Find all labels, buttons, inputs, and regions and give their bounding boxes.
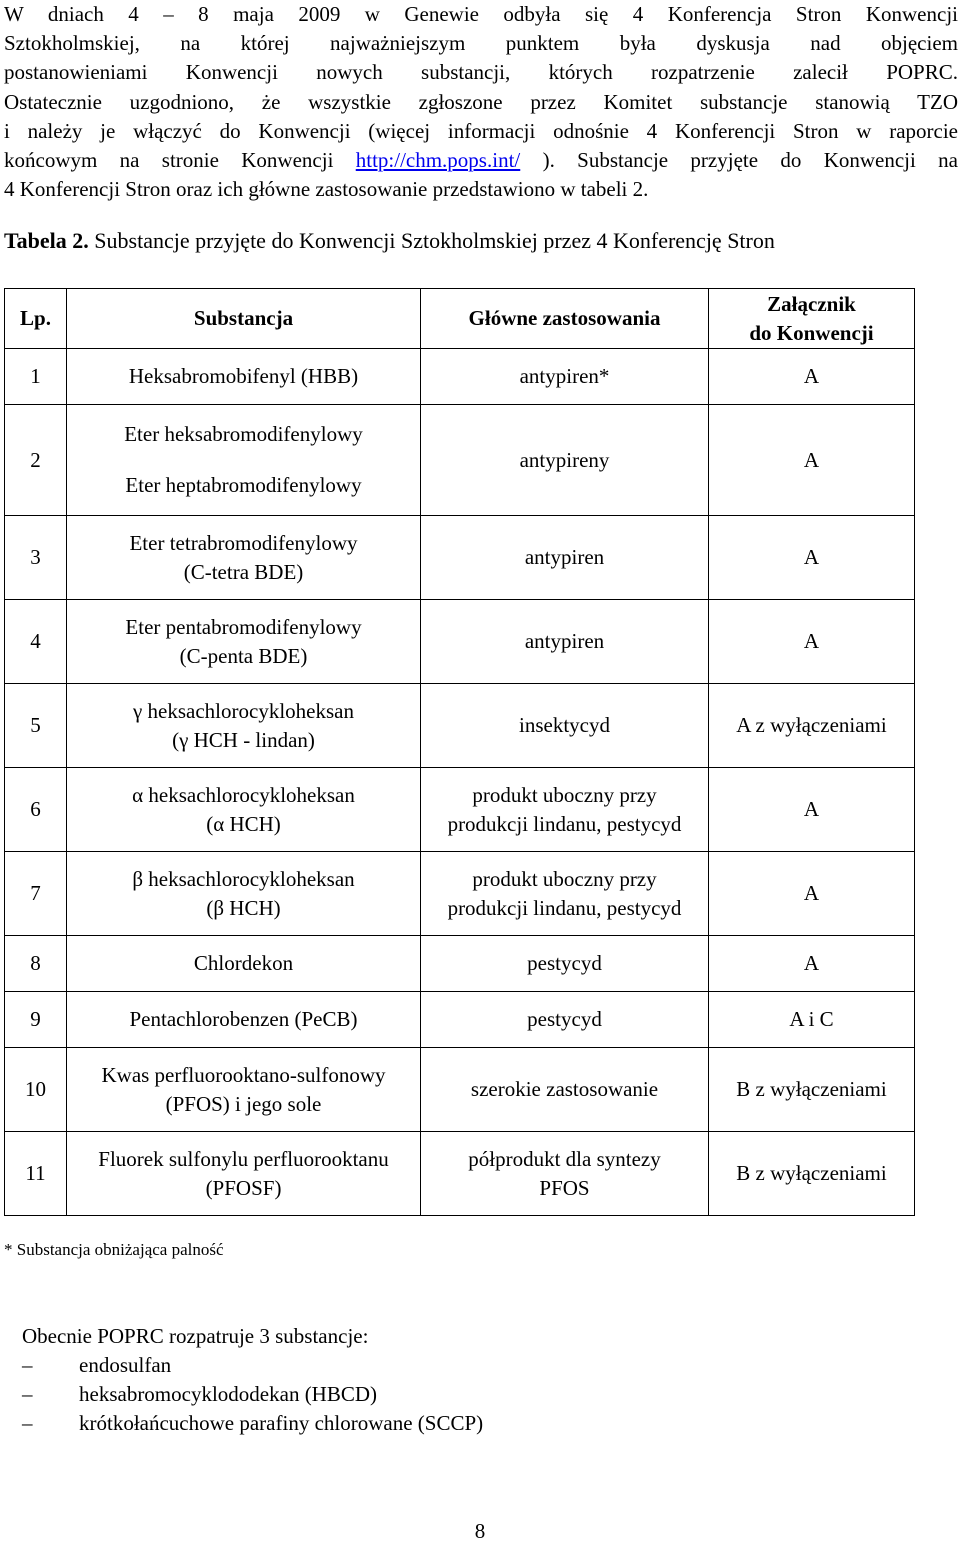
- footnote: * Substancja obniżająca palność: [4, 1240, 224, 1259]
- intro-paragraph: [4, 0, 958, 204]
- header-zalacznik: [709, 289, 915, 349]
- intro-line: W dniach 4 – 8 maja 2009 w Genewie odbyła się 4 Konferencja Stron Konwencji: [4, 2, 958, 26]
- table-row: [5, 684, 915, 768]
- header-substancja: Substancja: [67, 289, 421, 349]
- cell-zastosowania: [421, 768, 709, 852]
- header-zalacznik-line1: Załącznik: [767, 291, 856, 316]
- table-row: [5, 349, 915, 405]
- cell-zastosowania: [421, 992, 709, 1048]
- cell-substancja-line: β heksachlorocykloheksan: [132, 866, 355, 891]
- table-row: [5, 600, 915, 684]
- cell-substancja: [67, 768, 421, 852]
- dash-bullet: –: [22, 1382, 33, 1406]
- cell-zastosowania-line: produkt uboczny przy: [472, 866, 657, 891]
- cell-zastosowania-line: produkcji lindanu, pestycyd: [447, 895, 682, 920]
- cell-zalacznik: A: [709, 852, 915, 936]
- table-row: [5, 992, 915, 1048]
- header-lp: Lp.: [5, 289, 67, 349]
- cell-zastosowania-line: PFOS: [539, 1175, 590, 1200]
- intro-text: końcowym na stronie Konwencji: [4, 148, 356, 173]
- cell-zastosowania: [421, 600, 709, 684]
- cell-substancja-line: (β HCH): [206, 895, 281, 920]
- cell-zastosowania-line: szerokie zastosowanie: [470, 1077, 659, 1101]
- cell-substancja-line: Fluorek sulfonylu perfluorooktanu: [98, 1146, 389, 1171]
- cell-zalacznik: A i C: [709, 992, 915, 1048]
- cell-zastosowania-line: antypireny: [519, 447, 610, 472]
- list-item: [22, 1351, 483, 1380]
- cell-substancja-line: α heksachlorocykloheksan: [132, 782, 355, 807]
- cell-zastosowania-line: produkcji lindanu, pestycyd: [447, 811, 682, 836]
- cell-substancja: [67, 516, 421, 600]
- cell-zastosowania: [421, 1048, 709, 1132]
- intro-line: 4 Konferencji Stron oraz ich główne zastosowanie przedstawiono w tabeli 2.: [4, 177, 649, 202]
- intro-line: Ostatecznie uzgodniono, że wszystkie zgłoszone przez Komitet substancje stanowią TZO: [4, 89, 958, 114]
- cell-zastosowania: [421, 1132, 709, 1216]
- cell-substancja: [67, 1048, 421, 1132]
- substances-table: [4, 288, 915, 1216]
- cell-zalacznik: A: [709, 349, 915, 405]
- cell-substancja: [67, 405, 421, 516]
- cell-lp: 9: [5, 992, 67, 1048]
- dash-bullet: –: [22, 1353, 33, 1377]
- cell-zastosowania-line: antypiren: [524, 545, 605, 569]
- cell-substancja-line: (γ HCH - lindan): [172, 727, 315, 752]
- cell-lp: 1: [5, 349, 67, 405]
- list-item: [22, 1380, 483, 1409]
- cell-substancja-line: Heksabromobifenyl (HBB): [128, 364, 359, 388]
- table-caption-label: Tabela 2.: [4, 228, 89, 253]
- cell-zalacznik: A: [709, 768, 915, 852]
- cell-substancja-line: Eter heksabromodifenylowy: [124, 422, 363, 446]
- table-row: [5, 852, 915, 936]
- dash-bullet: –: [22, 1411, 33, 1435]
- cell-substancja-line: Kwas perfluorooktano-sulfonowy: [101, 1062, 386, 1087]
- cell-lp: 4: [5, 600, 67, 684]
- cell-zastosowania: [421, 516, 709, 600]
- cell-zalacznik: A: [709, 405, 915, 516]
- list-item-text: endosulfan: [79, 1353, 172, 1377]
- header-zastosowania: Główne zastosowania: [421, 289, 709, 349]
- table-row: [5, 936, 915, 992]
- cell-substancja: [67, 936, 421, 992]
- cell-lp: 11: [5, 1132, 67, 1216]
- table-row: [5, 405, 915, 516]
- intro-text: ). Substancje przyjęte do Konwencji na: [520, 148, 958, 173]
- konwencja-link[interactable]: http://chm.pops.int/: [355, 148, 521, 173]
- intro-line: Sztokholmskiej, na której najważniejszym punktem była dyskusja nad objęciem: [4, 31, 958, 56]
- table-row: [5, 1132, 915, 1216]
- cell-substancja-line: (α HCH): [206, 811, 281, 836]
- cell-lp: 2: [5, 405, 67, 516]
- cell-zalacznik: A: [709, 516, 915, 600]
- intro-line-with-link: [4, 146, 958, 175]
- cell-zalacznik: A z wyłączeniami: [709, 684, 915, 768]
- cell-substancja-line: (C-tetra BDE): [183, 559, 304, 584]
- outro-section: [22, 1322, 483, 1438]
- cell-zastosowania: [421, 349, 709, 405]
- cell-lp: 5: [5, 684, 67, 768]
- cell-substancja: [67, 992, 421, 1048]
- cell-zalacznik: B z wyłączeniami: [709, 1048, 915, 1132]
- cell-substancja-line: Eter heptabromodifenylowy: [125, 473, 362, 497]
- cell-zastosowania-line: pestycyd: [527, 1007, 602, 1031]
- cell-lp: 3: [5, 516, 67, 600]
- table-row: [5, 1048, 915, 1132]
- cell-substancja-line: Pentachlorobenzen (PeCB): [129, 1007, 358, 1031]
- cell-zastosowania-line: pestycyd: [527, 951, 602, 975]
- cell-substancja-line: γ heksachlorocykloheksan: [133, 698, 354, 723]
- outro-list: [22, 1351, 483, 1438]
- cell-substancja: [67, 349, 421, 405]
- cell-zastosowania: [421, 405, 709, 516]
- cell-zalacznik: B z wyłączeniami: [709, 1132, 915, 1216]
- cell-zastosowania-line: antypiren: [524, 629, 605, 653]
- cell-substancja-line: (PFOS) i jego sole: [165, 1091, 322, 1116]
- list-item-text: heksabromocyklododekan (HBCD): [79, 1382, 378, 1406]
- cell-lp: 10: [5, 1048, 67, 1132]
- intro-line: i należy je włączyć do Konwencji (więcej informacji odnośnie 4 Konferencji Stron w raporcie: [4, 118, 958, 143]
- cell-lp: 7: [5, 852, 67, 936]
- cell-zastosowania: [421, 684, 709, 768]
- cell-lp: 6: [5, 768, 67, 852]
- cell-lp: 8: [5, 936, 67, 992]
- cell-zastosowania: [421, 852, 709, 936]
- cell-substancja: [67, 684, 421, 768]
- cell-zalacznik: A: [709, 936, 915, 992]
- cell-substancja-line: Eter pentabromodifenylowy: [125, 614, 362, 639]
- cell-zastosowania-line: insektycyd: [519, 713, 610, 737]
- cell-substancja-line: (PFOSF): [205, 1175, 282, 1200]
- cell-substancja: [67, 852, 421, 936]
- cell-zastosowania-line: produkt uboczny przy: [472, 782, 657, 807]
- list-item: [22, 1409, 483, 1438]
- cell-substancja-line: Chlordekon: [193, 951, 294, 975]
- cell-substancja: [67, 1132, 421, 1216]
- cell-zalacznik: A: [709, 600, 915, 684]
- cell-zastosowania-line: antypiren*: [519, 364, 610, 388]
- cell-substancja: [67, 600, 421, 684]
- header-zalacznik-line2: do Konwencji: [749, 320, 874, 345]
- list-item-text: krótkołańcuchowe parafiny chlorowane (SCCP): [79, 1411, 484, 1435]
- cell-zastosowania-line: półprodukt dla syntezy: [468, 1146, 661, 1171]
- cell-zastosowania: [421, 936, 709, 992]
- intro-line: postanowieniami Konwencji nowych substancji, których rozpatrzenie zalecił POPRC.: [4, 60, 958, 85]
- outro-heading: Obecnie POPRC rozpatruje 3 substancje:: [22, 1324, 369, 1348]
- table-caption: [4, 228, 775, 254]
- table-row: [5, 516, 915, 600]
- page-number: 8: [474, 1519, 486, 1543]
- table-header-row: [5, 289, 915, 349]
- cell-substancja-line: Eter tetrabromodifenylowy: [129, 530, 358, 555]
- table-caption-text: Substancje przyjęte do Konwencji Sztokholmskiej przez 4 Konferencję Stron: [88, 228, 775, 253]
- cell-substancja-line: (C-penta BDE): [179, 643, 308, 668]
- table-row: [5, 768, 915, 852]
